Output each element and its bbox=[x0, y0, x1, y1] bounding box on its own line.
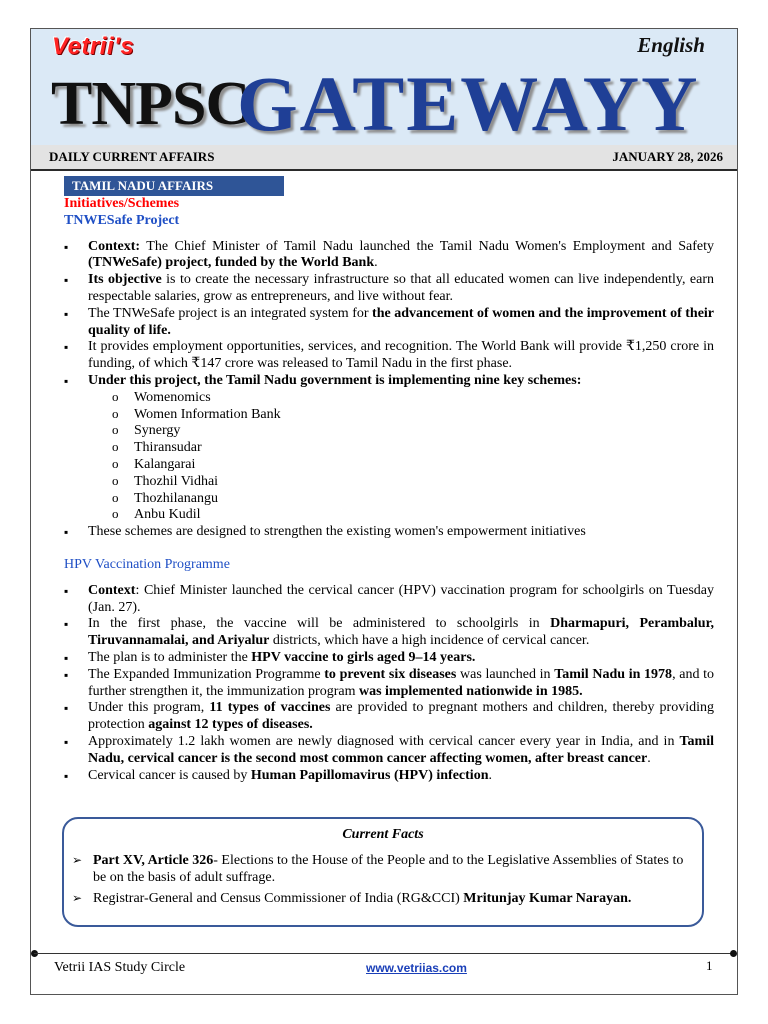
bullet-bold: Human Papillomavirus (HPV) infection bbox=[250, 767, 489, 783]
tnwesafe-bullets bbox=[64, 239, 714, 541]
scheme-item: o Women Information Bank bbox=[88, 407, 714, 424]
bullet-text: These schemes are designed to strengthen the existing women's empowerment initiatives bbox=[88, 524, 586, 540]
current-facts-title: Current Facts bbox=[342, 827, 424, 842]
main-content bbox=[64, 196, 714, 784]
bullet-label: Context bbox=[88, 582, 136, 598]
article-title-tnwesafe: TNWESafe Project bbox=[64, 212, 180, 228]
brand-gateway-logo: GATEWAYY bbox=[237, 60, 700, 145]
bullet-bold: was implemented nationwide in 1985. bbox=[358, 683, 583, 699]
bullet-bold: Its objective bbox=[88, 272, 162, 288]
bullet-bold: (TNWeSafe) project, funded by the World Bank bbox=[88, 255, 375, 271]
bullet-text: . bbox=[374, 255, 378, 271]
list-item bbox=[64, 583, 714, 617]
bullet-text: was launched in bbox=[456, 666, 555, 682]
scheme-item: o Thozhilanangu bbox=[88, 491, 714, 508]
category-heading: Initiatives/Schemes bbox=[64, 196, 180, 211]
bullet-text: It provides employment opportunities, services, and recognition. The World Bank will provide ₹1,250 crore in funding, of which ₹147 crore was released to Tamil Nadu in the first phase. bbox=[88, 339, 714, 372]
bullet-text: The Expanded Immunization Programme bbox=[88, 666, 325, 682]
fact-item bbox=[72, 890, 696, 907]
page-number: 1 bbox=[706, 958, 713, 973]
bullet-bold: Dharmapuri, Perambalur, Tiruvannamalai, and Ariyalur bbox=[88, 616, 714, 649]
footer-org-name: Vetrii IAS Study Circle bbox=[54, 960, 186, 975]
bullet-bold: the advancement of women and the improvement of their quality of life. bbox=[88, 305, 715, 338]
fact-bold: Mritunjay Kumar Narayan. bbox=[463, 891, 632, 906]
scheme-item: o Synergy bbox=[88, 423, 714, 440]
bullet-text: Under this program, bbox=[88, 700, 210, 716]
footer-rule bbox=[34, 953, 734, 954]
list-item bbox=[64, 734, 714, 768]
bullet-text: . bbox=[647, 750, 651, 766]
list-item bbox=[64, 306, 714, 340]
bullet-bold: Under this project, the Tamil Nadu government is implementing nine key schemes: bbox=[88, 372, 582, 388]
article-title-hpv: HPV Vaccination Programme bbox=[64, 556, 230, 572]
bullet-text: Approximately 1.2 lakh women are newly diagnosed with cervical cancer every year in India, and in bbox=[88, 733, 680, 749]
scheme-item: o Thozhil Vidhai bbox=[88, 474, 714, 491]
scheme-item: o Kalangarai bbox=[88, 457, 714, 474]
list-item bbox=[64, 339, 714, 373]
list-item bbox=[64, 524, 714, 541]
bullet-text: . bbox=[488, 767, 492, 783]
fact-text: Registrar-General and Census Commissioner of India (RG&CCI) bbox=[93, 891, 464, 906]
current-facts-box bbox=[62, 817, 704, 927]
bullet-bold: against 12 types of diseases. bbox=[148, 717, 313, 733]
bullet-label: Context: bbox=[88, 238, 141, 254]
list-item bbox=[64, 667, 714, 701]
bullet-text: In the first phase, the vaccine will be administered to schoolgirls in bbox=[88, 616, 551, 632]
bullet-text: , and to further strengthen it, the immunization program bbox=[88, 666, 714, 699]
list-item bbox=[64, 650, 714, 667]
scheme-item: o Thiransudar bbox=[88, 440, 714, 457]
dateline-date: JANUARY 28, 2026 bbox=[612, 149, 723, 164]
fact-text: - Elections to the House of the People and to the Legislative Assemblies of States to be on the basis of adult suffrage. bbox=[93, 853, 684, 885]
footer-website-link[interactable]: www.vetriias.com bbox=[366, 961, 467, 975]
fact-item bbox=[72, 852, 696, 886]
list-item bbox=[64, 272, 714, 306]
scheme-item: o Womenomics bbox=[88, 390, 714, 407]
bullet-text: Cervical cancer is caused by bbox=[88, 767, 251, 783]
fact-bold: Part XV, Article 326 bbox=[93, 853, 214, 868]
list-item bbox=[64, 239, 714, 273]
bullet-text: The TNWeSafe project is an integrated system for bbox=[88, 305, 373, 321]
brand-tnpsc-logo: TNPSC bbox=[51, 70, 250, 138]
hpv-bullets bbox=[64, 583, 714, 785]
bullet-text: The plan is to administer the bbox=[88, 649, 252, 665]
bullet-bold: Tamil Nadu, cervical cancer is the second most common cancer affecting women, after breast cancer bbox=[88, 733, 714, 766]
schemes-list bbox=[88, 390, 714, 524]
bullet-text: : Chief Minister launched the cervical cancer (HPV) vaccination program for schoolgirls on Tuesday (Jan. 27). bbox=[88, 582, 714, 615]
dateline-label: DAILY CURRENT AFFAIRS bbox=[49, 149, 215, 164]
list-item bbox=[64, 616, 714, 650]
list-item bbox=[64, 768, 714, 785]
bullet-bold: HPV vaccine to girls aged 9–14 years. bbox=[251, 649, 476, 665]
current-facts-list bbox=[72, 852, 696, 911]
bullet-text: districts, which have a high incidence of cervical cancer. bbox=[269, 633, 590, 649]
list-item bbox=[64, 700, 714, 734]
bullet-text: The Chief Minister of Tamil Nadu launched the Tamil Nadu Women's Employment and Safety bbox=[140, 238, 714, 254]
dateline-bar bbox=[31, 145, 737, 171]
bullet-bold: to prevent six diseases bbox=[324, 666, 457, 682]
bullet-bold: 11 types of vaccines bbox=[209, 700, 331, 716]
scheme-item: o Anbu Kudil bbox=[88, 507, 714, 524]
masthead bbox=[31, 29, 737, 145]
section-tag: TAMIL NADU AFFAIRS bbox=[64, 176, 284, 196]
bullet-text: is to create the necessary infrastructure so that all educated women can live independently, earn respectable salaries, grow as entrepreneurs, and live without fear. bbox=[88, 272, 714, 304]
list-item bbox=[64, 373, 714, 524]
language-label: English bbox=[637, 33, 705, 57]
footer-dot-right bbox=[730, 950, 737, 957]
bullet-text: are provided to pregnant mothers and children, thereby providing protection bbox=[88, 700, 714, 733]
bullet-bold: Tamil Nadu in 1978 bbox=[554, 666, 673, 682]
brand-vetrii-logo: Vetrii's bbox=[52, 33, 135, 60]
